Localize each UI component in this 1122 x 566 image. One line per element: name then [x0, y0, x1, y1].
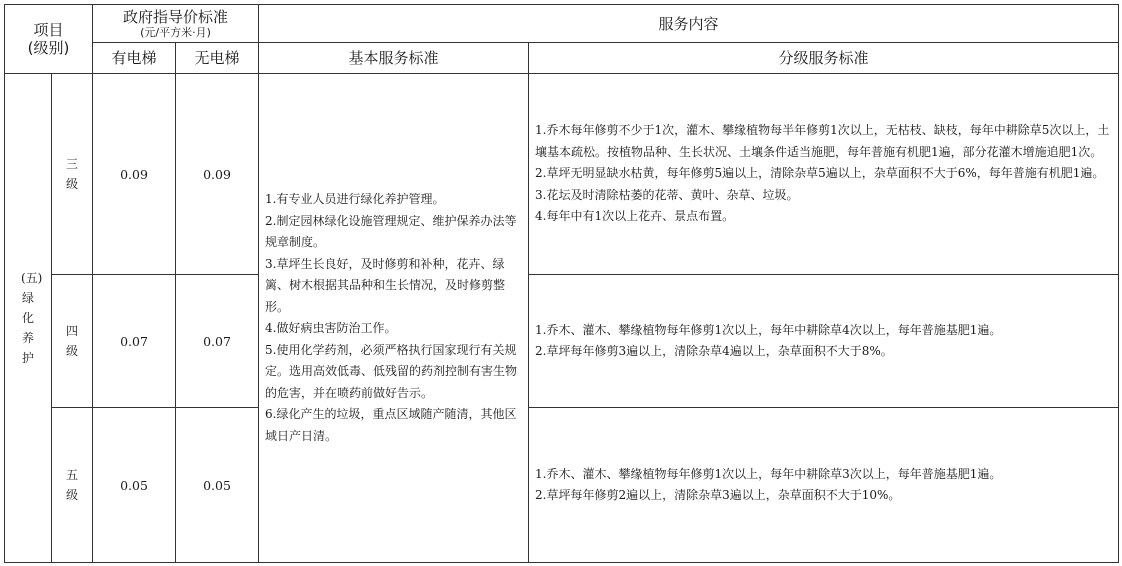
- basic-item: 2.制定园林绿化设施管理规定、维护保养办法等规章制度。: [265, 213, 517, 249]
- service-content-header: 服务内容: [259, 5, 1119, 43]
- item-level-header-line2: (级别): [27, 39, 70, 57]
- service-standard-table: [4, 4, 1119, 563]
- header-row-1: [5, 5, 1119, 43]
- level-name: 四级: [65, 324, 78, 358]
- graded-standard-cell: [529, 74, 1119, 275]
- gov-price-title: 政府指导价标准: [123, 7, 229, 26]
- price-with-elevator: 0.07: [93, 275, 176, 408]
- graded-item: 2.草坪无明显缺水枯黄，每年修剪5遍以上，清除杂草5遍以上，杂草面积不大于6%，每年普施有机肥1遍。: [535, 166, 1105, 181]
- graded-standard-cell: [529, 408, 1119, 563]
- level-row-5: [5, 408, 1119, 563]
- level-name: 五级: [65, 468, 78, 502]
- graded-standard-header: 分级服务标准: [529, 43, 1119, 74]
- basic-item: 5.使用化学药剂，必须严格执行国家现行有关规定。选用高效低毒、低残留的药剂控制有害生物的危害，并在喷药前做好告示。: [265, 342, 518, 400]
- item-level-header-line1: 项目: [33, 21, 64, 39]
- price-with-elevator: 0.09: [93, 74, 176, 275]
- graded-item: 4.每年中有1次以上花卉、景点布置。: [535, 209, 735, 224]
- level-name-cell: [52, 408, 93, 563]
- level-name-cell: [52, 74, 93, 275]
- with-elevator-header: 有电梯: [93, 43, 176, 74]
- level-row-3: [5, 74, 1119, 275]
- basic-item: 4.做好病虫害防治工作。: [265, 321, 397, 335]
- gov-price-unit: (元/平方米·月): [140, 25, 211, 39]
- price-without-elevator: 0.09: [176, 74, 259, 275]
- level-row-4: [5, 275, 1119, 408]
- level-name: 三级: [65, 157, 78, 191]
- basic-item: 1.有专业人员进行绿化养护管理。: [265, 192, 445, 206]
- graded-standard-cell: [529, 275, 1119, 408]
- item-level-header: [5, 5, 93, 74]
- graded-item: 3.花坛及时清除枯萎的花蒂、黄叶、杂草、垃圾。: [535, 187, 799, 202]
- category-cell: [5, 74, 52, 563]
- basic-item: 6.绿化产生的垃圾，重点区域随产随清，其他区域日产日清。: [265, 407, 517, 443]
- price-without-elevator: 0.07: [176, 275, 259, 408]
- header-row-2: [5, 43, 1119, 74]
- basic-standard-cell: [259, 74, 529, 563]
- basic-item: 3.草坪生长良好，及时修剪和补种，花卉、绿篱、树木根据其品种和生长情况，及时修剪整形。: [265, 256, 506, 314]
- graded-item: 1.乔木、灌木、攀缘植物每年修剪1次以上，每年中耕除草4次以上，每年普施基肥1遍。: [535, 322, 1002, 337]
- gov-price-header: [93, 5, 259, 43]
- without-elevator-header: 无电梯: [176, 43, 259, 74]
- price-without-elevator: 0.05: [176, 408, 259, 563]
- graded-item: 2.草坪每年修剪3遍以上，清除杂草4遍以上，杂草面积不大于8%。: [535, 344, 893, 358]
- graded-item: 1.乔木、灌木、攀缘植物每年修剪1次以上，每年中耕除草3次以上，每年普施基肥1遍。: [535, 466, 1002, 481]
- basic-standard-header: 基本服务标准: [259, 43, 529, 74]
- graded-item: 2.草坪每年修剪2遍以上，清除杂草3遍以上，杂草面积不大于10%。: [535, 488, 901, 502]
- level-name-cell: [52, 275, 93, 408]
- price-with-elevator: 0.05: [93, 408, 176, 563]
- category-label: (五)绿化养护: [21, 271, 43, 365]
- graded-item: 1.乔木每年修剪不少于1次，灌木、攀缘植物每半年修剪1次以上，无枯枝、缺枝，每年中耕除草5次以上，土壤基本疏松。按植物品种、生长状况、土壤条件适当施肥，每年普施有机肥1遍，部分花灌木增施追肥1次。: [535, 123, 1110, 159]
